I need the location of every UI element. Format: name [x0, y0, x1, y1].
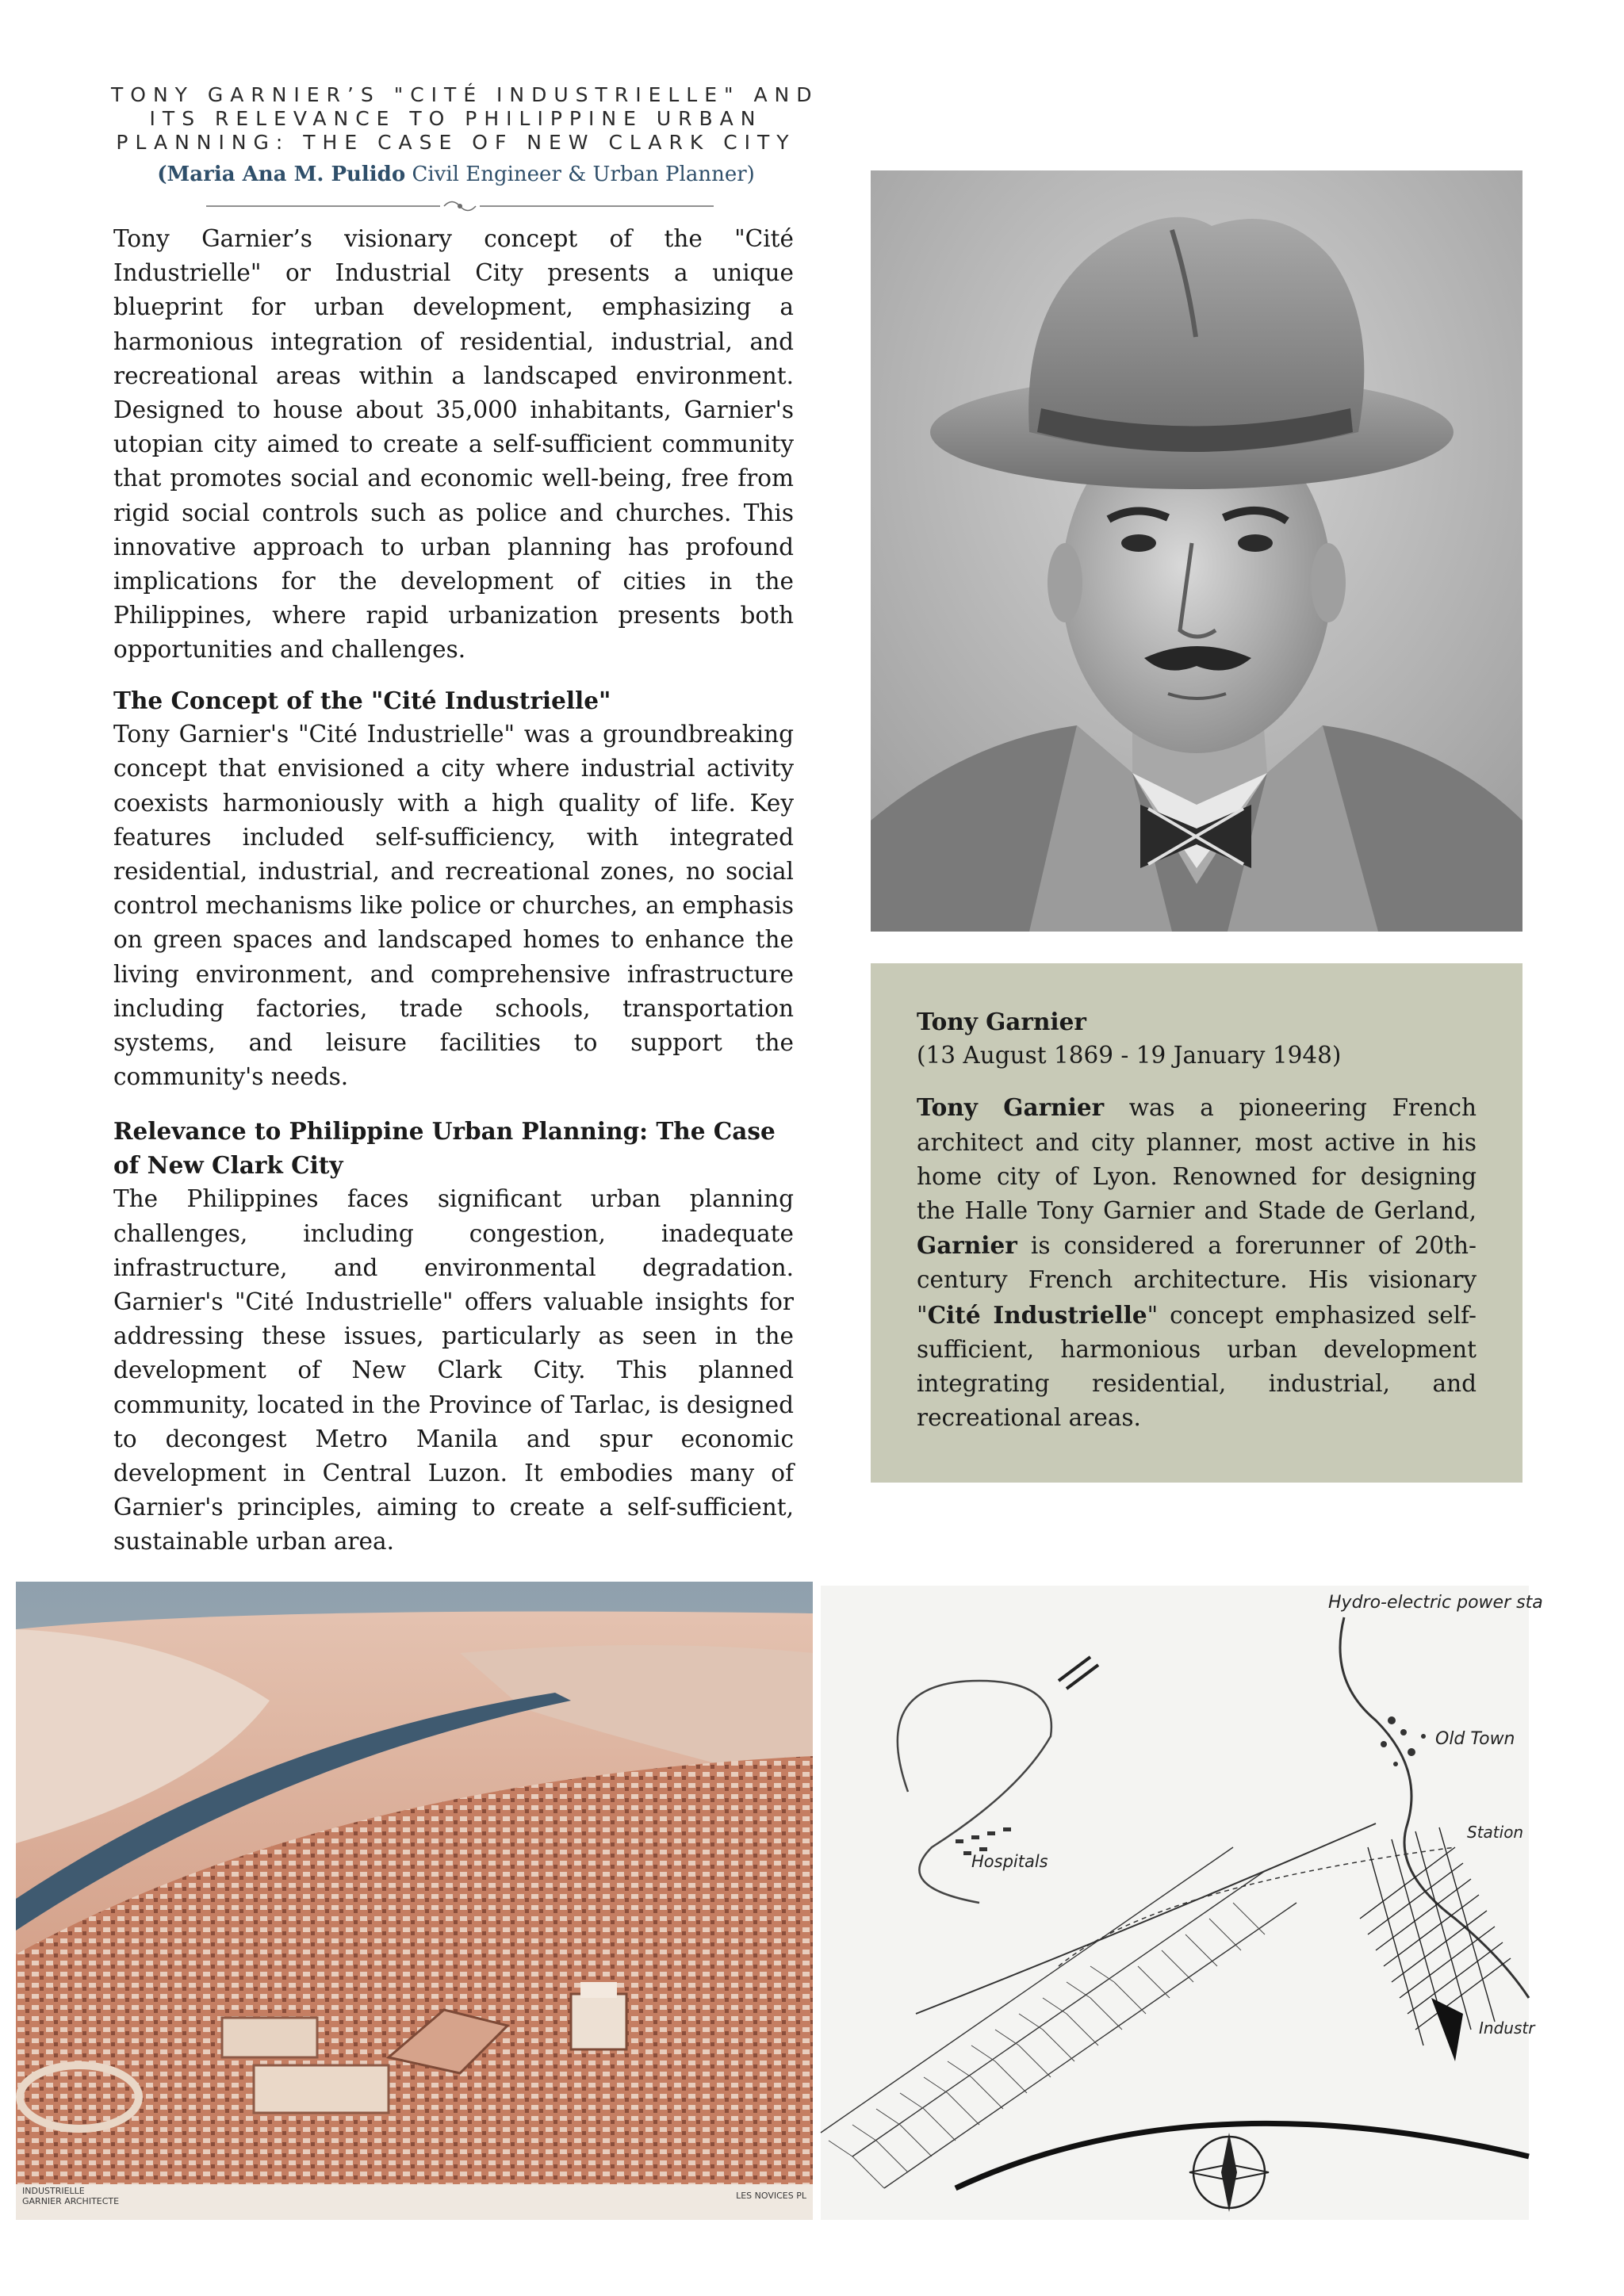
intro-section	[113, 222, 794, 668]
bio-name: Tony Garnier	[917, 1008, 1086, 1035]
bio-text-3: " concept emphasized self-sufficient, harmonious urban development integrating residential, industrial, and recreational areas.	[917, 1301, 1477, 1432]
concept-paragraph: Tony Garnier's "Cité Industrielle" was a groundbreaking concept that envisioned a city where industrial activity coexists harmoniously with a high quality of life. Key features included self-sufficiency, with integrated residential, industrial, and recreational zones, no social control mechanisms like police or churches, an emphasis on green spaces and landscaped homes to enhance the living environment, and comprehensive infrastructure including factories, trade schools, transportation systems, and leisure facilities to support the community's needs.	[113, 721, 794, 1091]
author-line	[111, 163, 801, 186]
relevance-section	[113, 1114, 794, 1559]
bio-bold-1: Tony Garnier	[917, 1093, 1105, 1122]
bio-box	[871, 963, 1522, 1483]
article-title	[111, 83, 819, 155]
aerial-caption-left	[22, 2186, 119, 2206]
plan-label-station: Station	[1467, 1823, 1524, 1842]
intro-paragraph: Tony Garnier’s visionary concept of the "Cité Industrielle" or Industrial City presents a unique blueprint for urban development, emphasizing a harmonious integration of residential, industrial, and recreational areas within a landscaped environment. Designed to house about 35,000 inhabitants, Garnier's utopian city aimed to create a self-sufficient community that promotes social and economic well-being, free from rigid social controls such as police and churches. This innovative approach to urban planning has profound implications for the development of cities in the Philippines, where rapid urbanization presents both opportunities and challenges.	[113, 225, 794, 664]
title-line-3: PLANNING: THE CASE OF NEW CLARK CITY	[116, 131, 796, 154]
site-plan-drawing	[821, 1586, 1543, 2220]
aerial-caption-line-2: GARNIER ARCHITECTE	[22, 2196, 120, 2206]
bio-bold-3: Cité Industrielle	[927, 1300, 1147, 1329]
portrait-photo	[871, 170, 1522, 932]
aerial-caption-right: LES NOVICES PL	[736, 2191, 806, 2201]
bio-text-1: was a pioneering French architect and city planner, most active in his home city of Lyon. Renowned for designing the Halle Tony Garnier and Stade de Gerland,	[917, 1094, 1477, 1225]
plan-label-hydro: Hydro-electric power sta	[1328, 1593, 1543, 1613]
aerial-caption-line-1: INDUSTRIELLE	[22, 2186, 85, 2196]
bio-bold-2: Garnier	[917, 1231, 1017, 1260]
bio-text-2: is considered a forerunner of 20th-century French architecture. His visionary "	[917, 1232, 1477, 1329]
plan-label-hospitals: Hospitals	[971, 1852, 1048, 1871]
relevance-heading-sub: : The Case of New Clark City	[113, 1117, 776, 1180]
aerial-city-illustration	[16, 1582, 813, 2220]
bio-dates: (13 August 1869 - 19 January 1948)	[917, 1042, 1342, 1070]
concept-section	[113, 683, 794, 1094]
author-role: Civil Engineer & Urban Planner)	[405, 163, 755, 186]
relevance-heading	[113, 1114, 794, 1182]
concept-heading: The Concept of the "Cité Industrielle"	[113, 687, 611, 714]
relevance-paragraph: The Philippines faces significant urban planning challenges, including congestion, inadequate infrastructure, and environmental degradation. Garnier's "Cité Industrielle" offers valuable insights for addressing these issues, particularly as seen in the development of New Clark City. This planned community, located in the Province of Tarlac, is designed to decongest Metro Manila and spur economic development in Central Luzon. It embodies many of Garnier's principles, aiming to create a self-sufficient, sustainable urban area.	[113, 1185, 794, 1556]
title-line-1: TONY GARNIER’S "CITÉ INDUSTRIELLE" AND	[111, 83, 819, 106]
bio-paragraph	[917, 1090, 1477, 1435]
title-line-2: ITS RELEVANCE TO PHILIPPINE URBAN	[149, 107, 763, 130]
ornamental-divider	[206, 194, 714, 218]
relevance-heading-main: Relevance to Philippine Urban Planning	[113, 1117, 640, 1145]
plan-label-industry: Industr	[1479, 2019, 1535, 2038]
author-name: (Maria Ana M. Pulido	[157, 163, 406, 186]
plan-label-old-town: Old Town	[1435, 1729, 1515, 1749]
